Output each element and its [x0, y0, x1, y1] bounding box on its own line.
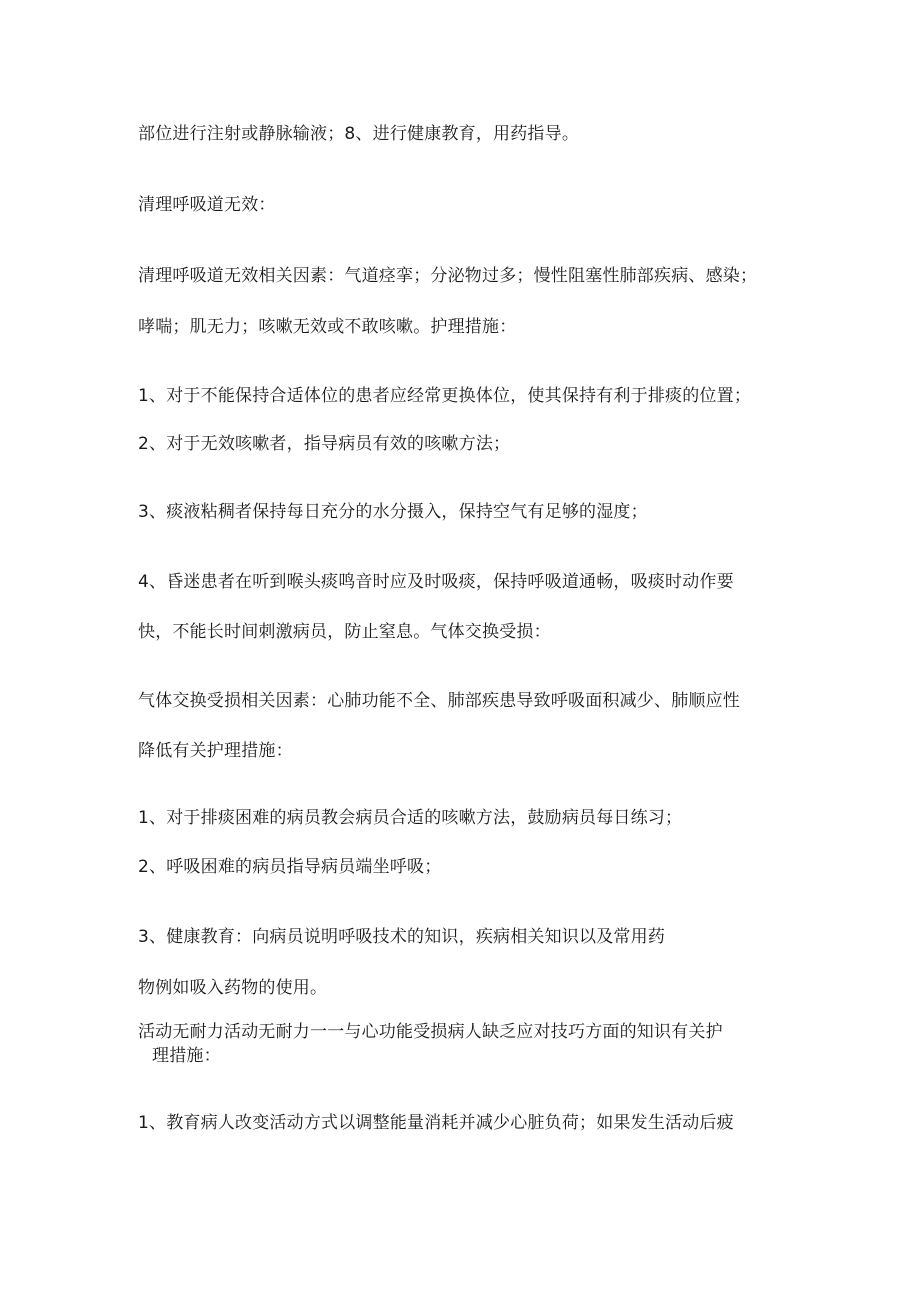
list-item: 3、痰液粘稠者保持每日充分的水分摄入，保持空气有足够的湿度； — [138, 502, 648, 522]
list-item: 2、呼吸困难的病员指导病员端坐呼吸； — [138, 857, 442, 877]
text-line: 清理呼吸道无效相关因素：气道痉挛；分泌物过多；慢性阻塞性肺部疾病、感染； — [138, 266, 758, 286]
text-line: 气体交换受损相关因素：心肺功能不全、肺部疾患导致呼吸面积减少、肺顺应性 — [138, 691, 740, 711]
list-item: 1、教育病人改变活动方式以调整能量消耗并减少心脏负荷；如果发生活动后疲 — [138, 1113, 734, 1133]
text-line: 部位进行注射或静脉输液；8、进行健康教育，用药指导。 — [138, 124, 580, 144]
list-item: 3、健康教育：向病员说明呼吸技术的知识，疾病相关知识以及常用药 — [138, 927, 666, 947]
section-heading: 清理呼吸道无效： — [138, 195, 276, 215]
list-item: 1、对于排痰困难的病员教会病员合适的咳嗽方法，鼓励病员每日练习； — [138, 808, 683, 828]
text-line: 降低有关护理措施： — [138, 741, 293, 761]
list-item: 4、昏迷患者在听到喉头痰鸣音时应及时吸痰，保持呼吸道通畅，吸痰时动作要 — [138, 572, 734, 592]
text-line: 快，不能长时间刺激病员，防止窒息。气体交换受损： — [138, 622, 551, 642]
list-item: 1、对于不能保持合适体位的患者应经常更换体位，使其保持有利于排痰的位置； — [138, 386, 752, 406]
text-line: 哮喘；肌无力；咳嗽无效或不敢咳嗽。护理措施： — [138, 317, 517, 337]
list-item: 2、对于无效咳嗽者，指导病员有效的咳嗽方法； — [138, 434, 511, 454]
text-line: 理措施： — [152, 1046, 221, 1066]
text-line: 物例如吸入药物的使用。 — [138, 978, 328, 998]
text-line: 活动无耐力活动无耐力一一与心功能受损病人缺乏应对技巧方面的知识有关护 — [138, 1022, 723, 1042]
